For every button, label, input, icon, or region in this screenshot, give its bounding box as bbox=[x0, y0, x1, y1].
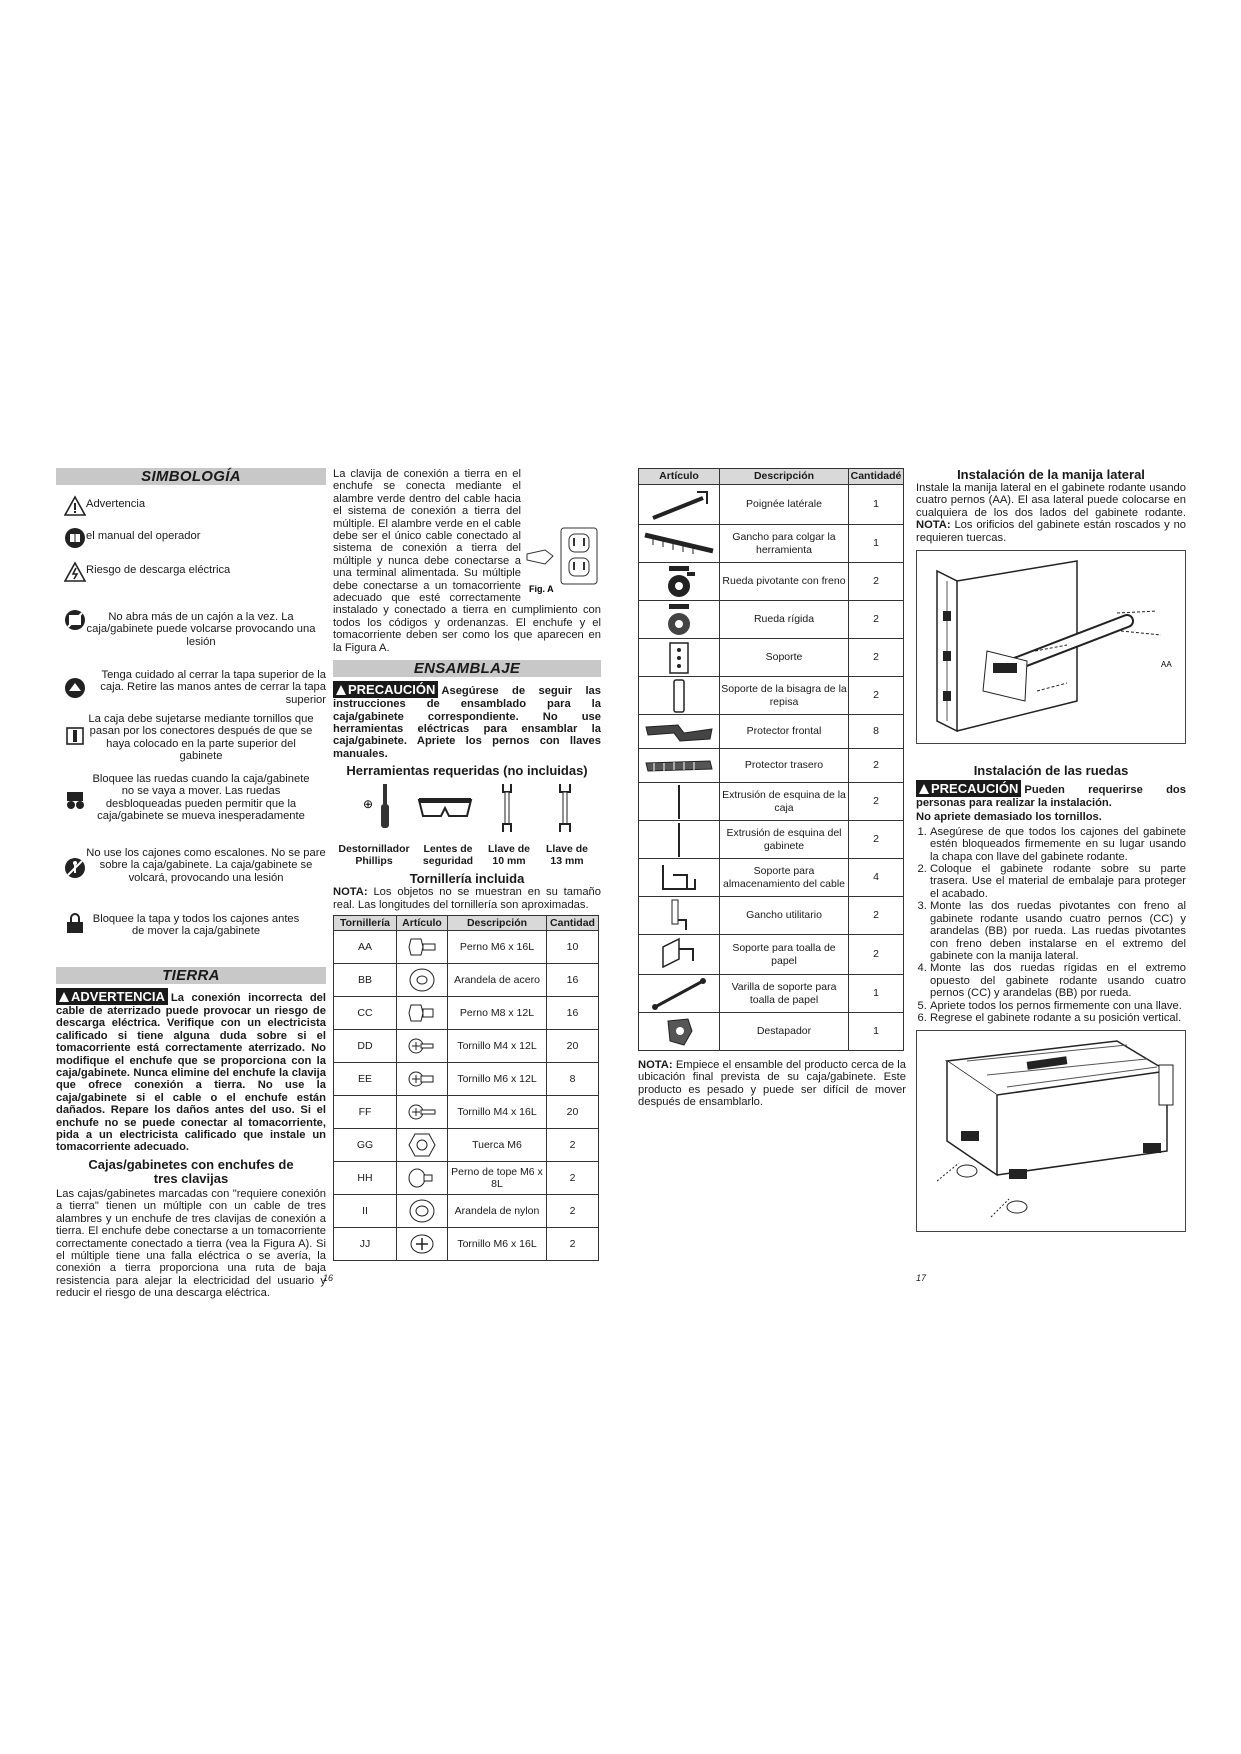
symbol-item bbox=[56, 771, 326, 845]
desc-cell: Protector frontal bbox=[720, 715, 849, 749]
front-protector-icon bbox=[644, 721, 714, 743]
phillips-screw-icon bbox=[407, 1034, 437, 1058]
qty-cell: 2 bbox=[849, 783, 904, 821]
qty-cell: 2 bbox=[849, 639, 904, 677]
desc-cell: Arandela de nylon bbox=[448, 1194, 547, 1227]
bracket-icon bbox=[664, 641, 694, 675]
hand-pinch-icon bbox=[64, 677, 86, 699]
item-cell bbox=[639, 783, 720, 821]
desc-cell: Varilla de soporte para toalla de papel bbox=[720, 975, 849, 1013]
symbol-text: No abra más de un cajón a la vez. La caja/gabinete puede volcarse provocando una lesión bbox=[86, 611, 316, 648]
tool-label-glasses: Lentes de seguridad bbox=[422, 843, 474, 867]
header-cell: Cantidad bbox=[547, 915, 599, 930]
desc-cell: Extrusión de esquina de la caja bbox=[720, 783, 849, 821]
symbol-text: Advertencia bbox=[86, 498, 146, 510]
symbol-item bbox=[56, 491, 326, 523]
bottle-opener-icon bbox=[662, 1015, 696, 1049]
qty-cell: 2 bbox=[547, 1128, 599, 1161]
hardware-title: Tornillería incluida bbox=[409, 871, 525, 887]
outlet-figure bbox=[525, 524, 601, 594]
symbol-text: Bloquee las ruedas cuando la caja/gabinete no se vaya a mover. Las ruedas desbloqueadas pueden permitir que la caja/gabinete se mueva inesperadamente bbox=[92, 773, 310, 823]
handle-text: Instale la manija lateral en el gabinete rodante usando cuatro pernos (AA). El asa lateral puede colocarse en cualquiera de los dos lados del gabinete rodante. NOTA: Los orificios del gabinete están roscados y no requieren tuercas. bbox=[916, 482, 1187, 544]
clavija-block bbox=[333, 468, 601, 654]
swivel-caster-brake-icon bbox=[659, 564, 699, 600]
item-cell bbox=[639, 1013, 720, 1051]
symbols-title: SIMBOLOGÍA bbox=[56, 468, 326, 485]
three-prong-title: Cajas/gabinetes con enchufes de tres clavijas bbox=[88, 1156, 294, 1186]
item-cell bbox=[397, 1095, 448, 1128]
parts-header-row bbox=[639, 469, 904, 485]
header-cell: Tornillería bbox=[334, 915, 397, 930]
header-cell: Artículo bbox=[397, 915, 448, 930]
header-cell: Descripción bbox=[448, 915, 547, 930]
page-number-left: 16 bbox=[323, 1273, 334, 1283]
list-item: 3. Monte las dos ruedas pivotantes con freno al gabinete rodante usando cuatro pernos (CC) y arandelas (BB) por rueda. Las ruedas pivotantes con freno deben instalarse en el extremo del gabinete con la manija lateral. bbox=[930, 900, 1186, 962]
table-row bbox=[639, 677, 904, 715]
code-cell: FF bbox=[334, 1095, 397, 1128]
tools-title: Herramientas requeridas (no incluidas) bbox=[346, 763, 588, 779]
hardware-table bbox=[333, 915, 599, 1261]
desc-cell: Tornillo M6 x 16L bbox=[448, 1227, 547, 1260]
three-prong-text: Las cajas/gabinetes marcadas con "requiere conexión a tierra" tienen un múltiple con un cable de tres alambres y un enchufe de tres clavijas de conexión a tierra. El enchufe debe conectarse a un tomacorriente correctamente conectado a tierra (vea la Figura A). Si el múltiple tiene una falla eléctrica o se avería, la conexión a tierra proporciona una ruta de baja resistencia para alejar la electricidad del usuario y reducir el riesgo de una descarga eléctrica. bbox=[56, 1187, 326, 1300]
stop-bolt-icon bbox=[407, 1166, 437, 1190]
qty-cell: 16 bbox=[547, 963, 599, 996]
hardware-body bbox=[334, 930, 599, 1260]
wheels-title: Instalación de las ruedas bbox=[973, 763, 1129, 779]
table-row bbox=[334, 1128, 599, 1161]
warning-triangle-icon bbox=[64, 495, 86, 517]
phillips-head-icon bbox=[408, 1231, 436, 1257]
item-cell bbox=[639, 859, 720, 897]
item-cell bbox=[397, 1194, 448, 1227]
qty-cell: 2 bbox=[547, 1161, 599, 1194]
table-row bbox=[639, 975, 904, 1013]
list-item: 5. Apriete todos los pernos firmemente con una llave. bbox=[930, 1000, 1186, 1012]
desc-cell: Tornillo M4 x 12L bbox=[448, 1029, 547, 1062]
desc-cell: Perno M8 x 12L bbox=[448, 996, 547, 1029]
item-cell bbox=[639, 601, 720, 639]
header-cell: Artículo bbox=[639, 469, 720, 485]
qty-cell: 2 bbox=[547, 1194, 599, 1227]
table-row bbox=[639, 525, 904, 563]
wheels-steps bbox=[916, 826, 1186, 1025]
tools-labels bbox=[333, 844, 601, 870]
item-cell bbox=[397, 1128, 448, 1161]
item-cell bbox=[397, 996, 448, 1029]
desc-cell: Soporte bbox=[720, 639, 849, 677]
manual-icon bbox=[64, 527, 86, 549]
header-cell: Cantidadé bbox=[849, 469, 904, 485]
desc-cell: Gancho para colgar la herramienta bbox=[720, 525, 849, 563]
utility-hook-icon bbox=[664, 898, 694, 934]
ground-warning: ADVERTENCIA La conexión incorrecta del cable de aterrizado puede provocar un riesgo de descarga eléctrica. Verifique con un electricista calificado si tiene alguna duda sobre si el tomacorriente está correctamente aterrizado. No modifique el enchufe que se proporciona con la caja/gabinete. Nunca elimine del enchufe la clavija que ofrece conexión a tierra. No use la caja/gabinete si el cable o el enchufe están dañados. Repare los daños antes del uso. Si el enchufe no se puede conectar al tomacorriente, pida a un electricista calificado que instale un tomacorriente adecuado. bbox=[56, 989, 326, 1154]
desc-cell: Poignée latérale bbox=[720, 485, 849, 525]
side-handle-figure bbox=[916, 550, 1186, 744]
symbol-text: Bloquee la tapa y todos los cajones antes de mover la caja/gabinete bbox=[92, 913, 300, 938]
item-cell bbox=[639, 749, 720, 783]
code-cell: GG bbox=[334, 1128, 397, 1161]
desc-cell: Perno de tope M6 x 8L bbox=[448, 1161, 547, 1194]
rigid-caster-icon bbox=[659, 602, 699, 638]
table-row bbox=[334, 996, 599, 1029]
symbol-item bbox=[56, 599, 326, 667]
table-row bbox=[334, 1029, 599, 1062]
item-cell bbox=[639, 639, 720, 677]
install-column bbox=[916, 468, 1186, 1232]
no-step-icon bbox=[64, 857, 86, 879]
table-row bbox=[639, 563, 904, 601]
table-row bbox=[639, 485, 904, 525]
tool-hook-icon bbox=[643, 529, 715, 559]
towel-rod-icon bbox=[649, 977, 709, 1011]
symbol-item bbox=[56, 905, 326, 945]
qty-cell: 2 bbox=[849, 897, 904, 935]
clavija-text: Fig. A La clavija de conexión a tierra en el enchufe se conecta mediante el alambre verde dentro del cable hacia el sistema de conexión a tierra del múltiple. El alambre verde en el cable debe ser el único cable conectado al sistema de conexión a tierra del múltiple y nunca debe conectarse a una terminal alimentada. Su múltiple debe conectarse a un tomacorriente adecuado que esté correctamente instalado y conectado a tierra en cumplimiento con todos los códigos y ordenanzas. El enchufe y el tomacorriente deben ser como los que aparecen en la Figura A. bbox=[333, 468, 601, 654]
table-row bbox=[639, 601, 904, 639]
svg-text:⊕: ⊕ bbox=[363, 797, 374, 812]
code-cell: DD bbox=[334, 1029, 397, 1062]
wheels-caution: PRECAUCIÓN Pueden requerirse dos personas para realizar la instalación. bbox=[916, 781, 1186, 810]
symbol-text: el manual del operador bbox=[86, 530, 201, 542]
assembly-title: ENSAMBLAJE bbox=[333, 660, 601, 677]
hinge-bracket-icon bbox=[669, 678, 689, 714]
qty-cell: 1 bbox=[849, 975, 904, 1013]
code-cell: BB bbox=[334, 963, 397, 996]
symbols-list bbox=[56, 491, 326, 945]
item-cell bbox=[639, 525, 720, 563]
phillips-screw-icon bbox=[407, 1100, 437, 1124]
one-drawer-icon bbox=[64, 609, 86, 631]
desc-cell: Gancho utilitario bbox=[720, 897, 849, 935]
wrench-13mm-icon bbox=[555, 782, 575, 834]
code-cell: HH bbox=[334, 1161, 397, 1194]
desc-cell: Soporte para toalla de papel bbox=[720, 935, 849, 975]
qty-cell: 20 bbox=[547, 1095, 599, 1128]
item-cell bbox=[639, 935, 720, 975]
handle-fig-label: AA bbox=[1161, 660, 1172, 670]
qty-cell: 2 bbox=[849, 563, 904, 601]
symbol-text: No use los cajones como escalones. No se pare sobre la caja/gabinete. La caja/gabinete se volcará, provocando una lesión bbox=[86, 847, 326, 884]
table-row bbox=[334, 1194, 599, 1227]
item-cell bbox=[639, 677, 720, 715]
qty-cell: 1 bbox=[849, 525, 904, 563]
advertencia-badge: ADVERTENCIA bbox=[56, 988, 168, 1005]
qty-cell: 2 bbox=[849, 601, 904, 639]
parts-table bbox=[638, 468, 904, 1051]
hex-nut-icon bbox=[408, 1132, 436, 1158]
phillips-screw-icon bbox=[407, 1067, 437, 1091]
qty-cell: 16 bbox=[547, 996, 599, 1029]
qty-cell: 8 bbox=[547, 1062, 599, 1095]
symbol-item bbox=[56, 523, 326, 557]
desc-cell: Protector trasero bbox=[720, 749, 849, 783]
hardware-note: NOTA: Los objetos no se muestran en su tamaño real. Las longitudes del tornillería son aproximadas. bbox=[333, 886, 602, 911]
item-cell bbox=[639, 485, 720, 525]
bolt-icon bbox=[407, 935, 437, 959]
precaucion-badge: PRECAUCIÓN bbox=[333, 681, 438, 698]
table-row bbox=[639, 783, 904, 821]
item-cell bbox=[639, 975, 720, 1013]
table-row bbox=[639, 639, 904, 677]
item-cell bbox=[397, 1227, 448, 1260]
desc-cell: Tornillo M6 x 12L bbox=[448, 1062, 547, 1095]
electric-shock-icon bbox=[64, 561, 86, 583]
code-cell: JJ bbox=[334, 1227, 397, 1260]
item-cell bbox=[397, 1029, 448, 1062]
handle-title: Instalación de la manija lateral bbox=[957, 467, 1145, 482]
lock-wheels-icon bbox=[64, 789, 86, 811]
code-cell: EE bbox=[334, 1062, 397, 1095]
tools-figures bbox=[333, 782, 601, 844]
symbol-item bbox=[56, 557, 326, 599]
wheels-caution-2: No apriete demasiado los tornillos. bbox=[916, 811, 1102, 824]
wheels-figure bbox=[916, 1030, 1186, 1232]
symbol-text: Riesgo de descarga eléctrica bbox=[86, 564, 231, 576]
header-cell: Descripción bbox=[720, 469, 849, 485]
qty-cell: 2 bbox=[849, 749, 904, 783]
item-cell bbox=[639, 715, 720, 749]
qty-cell: 8 bbox=[849, 715, 904, 749]
side-handle-icon bbox=[647, 488, 711, 522]
table-row bbox=[639, 897, 904, 935]
safety-glasses-icon bbox=[417, 792, 473, 822]
table-row bbox=[334, 1095, 599, 1128]
table-row bbox=[639, 715, 904, 749]
qty-cell: 1 bbox=[849, 1013, 904, 1051]
page-number-right: 17 bbox=[916, 1273, 927, 1283]
assembly-column bbox=[333, 468, 601, 1261]
desc-cell: Tornillo M4 x 16L bbox=[448, 1095, 547, 1128]
towel-bracket-icon bbox=[659, 937, 699, 973]
assembly-caution: PRECAUCIÓN Asegúrese de seguir las instrucciones de ensamblado para la caja/gabinete correspondiente. No use herramientas eléctricas para ensamblar la caja/gabinete. Apriete los pernos con llaves manuales. bbox=[333, 682, 601, 760]
item-cell bbox=[639, 821, 720, 859]
list-item: 1. Asegúrese de que todos los cajones del gabinete estén bloqueados firmemente en su lugar usando la chapa con llave del gabinete rodante. bbox=[930, 826, 1186, 863]
qty-cell: 1 bbox=[849, 485, 904, 525]
table-row bbox=[334, 930, 599, 963]
qty-cell: 2 bbox=[849, 821, 904, 859]
symbol-item bbox=[56, 845, 326, 905]
item-cell bbox=[397, 1161, 448, 1194]
parts-column bbox=[638, 468, 906, 1109]
list-item: 6. Regrese el gabinete rodante a su posición vertical. bbox=[930, 1012, 1186, 1024]
qty-cell: 2 bbox=[849, 935, 904, 975]
fig-a-label: Fig. A bbox=[529, 584, 554, 594]
hardware-header-row bbox=[334, 915, 599, 930]
qty-cell: 10 bbox=[547, 930, 599, 963]
washer-icon bbox=[408, 967, 436, 993]
table-row bbox=[639, 859, 904, 897]
table-row bbox=[639, 1013, 904, 1051]
table-row bbox=[639, 935, 904, 975]
screwdriver-icon bbox=[361, 782, 401, 832]
parts-note: NOTA: Empiece el ensamble del producto cerca de la ubicación final prevista de su caja/gabinete. Este producto es pesado y puede ser difícil de mover después de ensamblarlo. bbox=[638, 1059, 906, 1109]
desc-cell: Perno M6 x 16L bbox=[448, 930, 547, 963]
symbol-item bbox=[56, 667, 326, 711]
symbol-text: La caja debe sujetarse mediante tornillos que pasan por los conectores después de que se haya colocado en la parte superior del gabinete bbox=[88, 713, 314, 763]
table-row bbox=[334, 963, 599, 996]
item-cell bbox=[397, 930, 448, 963]
qty-cell: 4 bbox=[849, 859, 904, 897]
item-cell bbox=[397, 963, 448, 996]
table-row bbox=[639, 749, 904, 783]
bolt-icon bbox=[407, 1001, 437, 1025]
tool-label-wrench-13: Llave de 13 mm bbox=[545, 843, 589, 867]
qty-cell: 20 bbox=[547, 1029, 599, 1062]
nylon-washer-icon bbox=[408, 1198, 436, 1224]
symbol-text: Tenga cuidado al cerrar la tapa superior de la caja. Retire las manos antes de cerrar la tapa superior bbox=[100, 669, 326, 706]
item-cell bbox=[639, 563, 720, 601]
ground-title: TIERRA bbox=[56, 967, 326, 984]
symbol-item bbox=[56, 711, 326, 771]
desc-cell: Extrusión de esquina del gabinete bbox=[720, 821, 849, 859]
desc-cell: Rueda pivotante con freno bbox=[720, 563, 849, 601]
code-cell: CC bbox=[334, 996, 397, 1029]
precaucion-badge: PRECAUCIÓN bbox=[916, 780, 1021, 797]
list-item: 4. Monte las dos ruedas rígidas en el extremo opuesto del gabinete rodante usando cuatro pernos (CC) y arandelas (BB) por rueda. bbox=[930, 962, 1186, 999]
qty-cell: 2 bbox=[547, 1227, 599, 1260]
desc-cell: Rueda rígida bbox=[720, 601, 849, 639]
code-cell: II bbox=[334, 1194, 397, 1227]
code-cell: AA bbox=[334, 930, 397, 963]
tool-label-wrench-10: Llave de 10 mm bbox=[487, 843, 531, 867]
table-row bbox=[334, 1062, 599, 1095]
rear-protector-icon bbox=[644, 755, 714, 777]
cable-bracket-icon bbox=[659, 861, 699, 895]
lock-lid-icon bbox=[64, 913, 86, 935]
table-row bbox=[334, 1227, 599, 1260]
corner-extrusion-icon bbox=[675, 822, 683, 858]
tool-label-screwdriver: Destornillador Phillips bbox=[338, 843, 410, 867]
corner-extrusion-icon bbox=[675, 784, 683, 820]
bolt-secure-icon bbox=[64, 725, 86, 747]
desc-cell: Destapador bbox=[720, 1013, 849, 1051]
desc-cell: Arandela de acero bbox=[448, 963, 547, 996]
desc-cell: Tuerca M6 bbox=[448, 1128, 547, 1161]
symbols-column bbox=[56, 468, 326, 1300]
table-row bbox=[639, 821, 904, 859]
wrench-10mm-icon bbox=[497, 782, 517, 834]
qty-cell: 2 bbox=[849, 677, 904, 715]
item-cell bbox=[397, 1062, 448, 1095]
item-cell bbox=[639, 897, 720, 935]
list-item: 2. Coloque el gabinete rodante sobre su parte trasera. Use el material de embalaje para proteger el acabado. bbox=[930, 863, 1186, 900]
table-row bbox=[334, 1161, 599, 1194]
desc-cell: Soporte de la bisagra de la repisa bbox=[720, 677, 849, 715]
desc-cell: Soporte para almacenamiento del cable bbox=[720, 859, 849, 897]
